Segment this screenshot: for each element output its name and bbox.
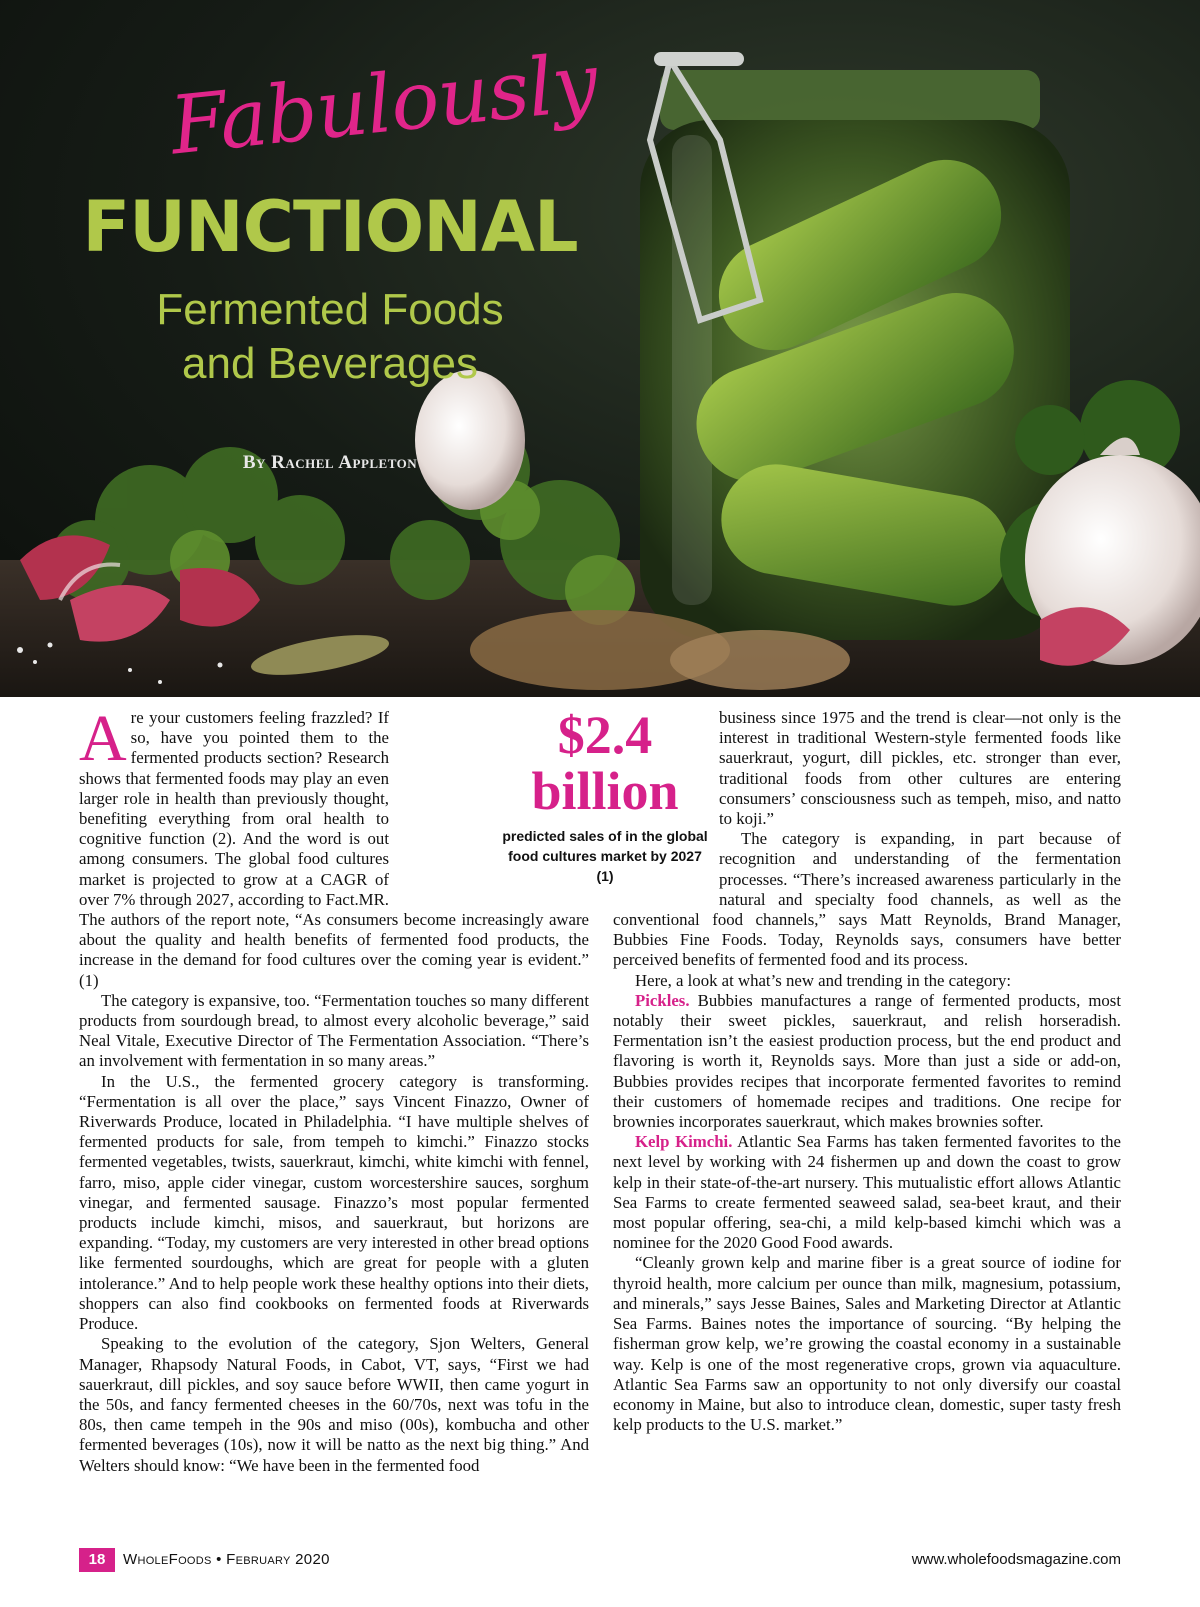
article-column-right (613, 708, 1121, 1435)
title-subtitle-line2: and Beverages (182, 339, 478, 388)
article-column-left (79, 702, 589, 1476)
callout-spacer (613, 708, 719, 896)
hero-photo (0, 0, 1200, 697)
stat-caption: predicted sales of in the global food cultures market by 2027 (1) (502, 828, 708, 884)
magazine-issue: WholeFoods • February 2020 (123, 1551, 330, 1568)
article-paragraph: business since 1975 and the trend is clear—not only is the interest in traditional Western-style fermented foods like sauerkraut, yogurt, dill pickles, etc. stronger than ever, traditional foods from other cultures are entering consumers’ consciousness such as tempeh, miso, and natto to koji.” (719, 708, 1121, 829)
stat-unit: billion (531, 761, 679, 821)
subhead-kelp-kimchi: Kelp Kimchi. (635, 1132, 733, 1152)
callout-spacer (389, 708, 589, 890)
article-paragraph: “Cleanly grown kelp and marine fiber is a great source of iodine for thyroid health, more calcium per ounce than milk, magnesium, potassium, and minerals,” says Jesse Baines, Sales and Marketing Director at Atlantic Sea Farms. Baines notes the importance of sourcing. “By helping the fisherman grow kelp, we’re growing the coastal economy in a sustainable way. Kelp is one of the most regenerative crops, grown via aquaculture. Atlantic Sea Farms saw an opportunity to not only diversify our coastal economy in Maine, but also to introduce clean, domestic, super tasty fresh kelp products to the U.S. market.” (613, 1253, 1121, 1435)
title-main: FUNCTIONAL (82, 186, 578, 268)
title-script: Fabulously (166, 35, 602, 173)
article-paragraph: Here, a look at what’s new and trending in the category: (635, 970, 1012, 990)
article-paragraph: The category is expansive, too. “Fermentation touches so many different products from sourdough bread, to almost every alcoholic beverage,” said Neal Vitale, Executive Director of The Fermentation Association. “There’s an involvement with fermentation in so many areas.” (79, 990, 589, 1071)
magazine-url[interactable]: www.wholefoodsmagazine.com (911, 1551, 1121, 1568)
page-number: 18 (79, 1548, 115, 1572)
stat-amount: $2.4 (557, 705, 653, 765)
article-paragraph: The category is expanding, in part because of recognition and understanding of the fermentation processes. “There’s increased awareness particularly in the natural and specialty food channels, as well as the conventional food channels,” says Matt Reynolds, Brand Manager, Bubbies Fine Foods. Today, Reynolds says, consumers have better perceived benefits of fermented food and its process. (613, 829, 1121, 970)
byline: By Rachel Appleton (242, 452, 418, 473)
title-subtitle (120, 283, 540, 391)
article-paragraph: Pickles. Bubbies manufactures a range of fermented products, most notably their sweet pickles, sauerkraut, and relish horseradish. Fermentation isn’t the easiest production process, but the end product and flavoring is worth it, Reynolds says. More than just a side or add-on, Bubbies provides recipes that incorporate fermented favorites to remind their customers of homemade recipes and traditions. One recipe for brownies incorporates sauerkraut, which makes brownies softer. (613, 990, 1121, 1132)
title-subtitle-line1: Fermented Foods (156, 285, 504, 334)
article-paragraph: Kelp Kimchi. Atlantic Sea Farms has taken fermented favorites to the next level by working with 24 fishermen up and down the coast to grow kelp in their state-of-the-art nursery. This mutualistic effort allows Atlantic Sea Farms to create fermented seaweed salad, sea-beet kraut, and their most popular offering, sea-chi, a mild kelp-based kimchi which was a nominee for the 2020 Good Food awards. (613, 1132, 1121, 1253)
article-paragraph: Are your customers feeling frazzled? If so, have you pointed them to the fermented products section? Research shows that fermented foods may play an even larger role in health than previously thought, benefiting everything from oral health to cognitive function (2). And the word is out among consumers. The global food cultures market is projected to grow at a CAGR of over 7% through 2027, according to Fact.MR. The authors of the report note, “As consumers become increasingly aware about the quality and health benefits of fermented food products, the increase in the demand for food cultures over the coming year is evident.” (1) (79, 702, 589, 990)
drop-cap: A (79, 702, 127, 775)
article-paragraph: Speaking to the evolution of the category, Sjon Welters, General Manager, Rhapsody Natural Foods, in Cabot, VT, says, “First we had sauerkraut, dill pickles, and soy sauce before WWII, then came yogurt in the 50s, and fancy fermented cheeses in the 60/70s, next was tofu in the 80s, then came tempeh in the 90s and miso (00s), kombucha and other fermented beverages (10s), now it will be natto as the next big thing.” And Welters should know: “We have been in the fermented food (79, 1334, 589, 1475)
article-paragraph: In the U.S., the fermented grocery category is transforming. “Fermentation is all over the place,” says Vincent Finazzo, Owner of Riverwards Produce, located in Philadelphia. “I have multiple shelves of fermented products for sale, from tempeh to kimchi.” Finazzo stocks fermented vegetables, twists, sauerkraut, kimchi, white kimchi with fennel, farro, miso, apple cider vinegar, custom worcestershire sauces, sorghum vinegar, and fermented sausage. Finazzo’s most popular fermented products include kimchi, misos, and sauerkraut, but horizons are expanding. “Today, my customers are very interested in other bread options like fermented sourdoughs, which are great for people with a gluten intolerance.” And to help people work these healthy options into their diets, shoppers can also find cookbooks on fermented foods at Riverwards Produce. (79, 1071, 589, 1334)
subhead-pickles: Pickles. (635, 990, 690, 1010)
